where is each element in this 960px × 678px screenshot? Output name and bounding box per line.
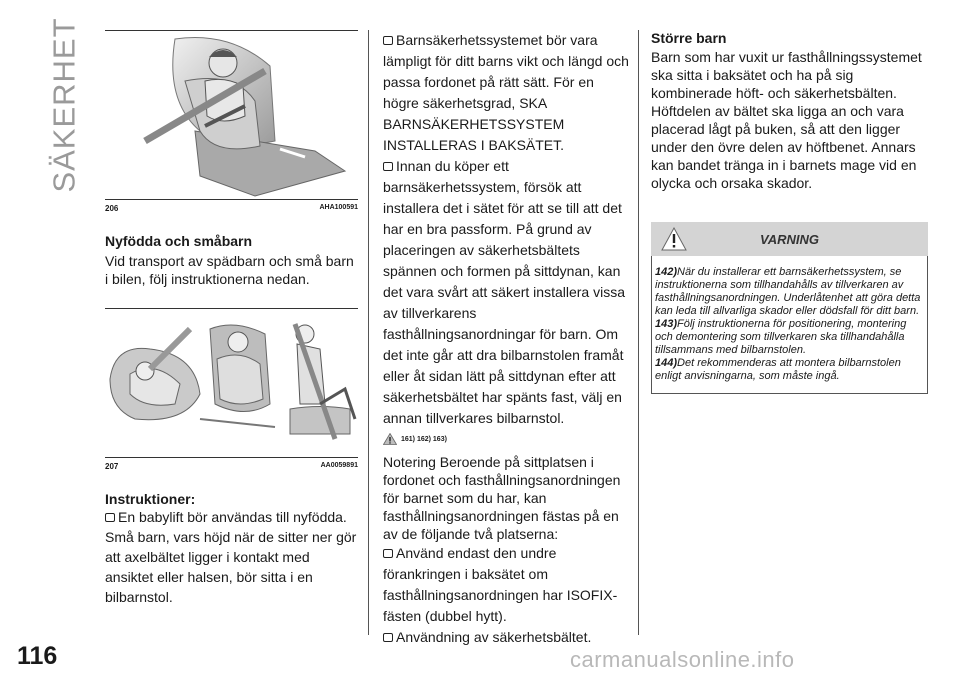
warning-title: VARNING <box>760 231 819 247</box>
child-seat-illustration <box>105 31 358 199</box>
column-1 <box>105 30 358 607</box>
warning-header <box>651 222 928 256</box>
paragraph-note: Notering Beroende på sittplatsen i fordonet och fasthållningsanordningen för barnet som du har, kan fasthållningsanordningen fästas på en av de följande två platserna: <box>383 454 621 542</box>
paragraph-before-buying: Innan du köper ett barnsäkerhetssystem, försök att installera det i sätet för att se till att det har en bra passform. På grund av placeringen av säkerhetsbältets spännen och formen på sittdynan, kan det vara svårt att säkert installera vissa av tillverkarens fasthållningsanordningar för barn. Om det inte går att dra bilbarnstolen framåt eller åt sidan lätt på sittdynan efter att säkerhetsbältet har spänts fast, välj en annan tillverkares bilbarnstol. <box>383 158 625 426</box>
warning-item: 144)Det rekommenderas att montera bilbarnstolen enligt anvisningarna, som måste ingå. <box>655 357 901 382</box>
column-3 <box>651 30 928 394</box>
warning-triangle-icon <box>383 433 397 445</box>
bullet-icon <box>105 513 115 522</box>
column-divider <box>368 30 369 635</box>
paragraph-fit: Barnsäkerhetssystemet bör vara lämpligt för ditt barns vikt och längd och passa fordonet på rätt sätt. För en högre säkerhetsgrad, SKA BARNSÄKERHETSSYSTEM INSTALLERAS I BAKSÄTET. <box>383 32 629 153</box>
paragraph-bigger-children: Barn som har vuxit ur fasthållningssystemet ska sitta i baksätet och ha på sig kombinerade höft- och säkerhetsbälten. Höftdelen av bältet ska ligga an och vara placerad lågt på buken, så att den ligger under den övre delen av höftbenet. Annars kan bandet tränga in i barnets mage vid en olycka och orsaka skador. <box>651 49 922 191</box>
warning-item: 143)Följ instruktionerna för positionering, montering och demontering som tillverkaren ska tillhandahålla tillsammans med bilbarnstolen. <box>655 318 907 356</box>
heading-instructions: Instruktioner: <box>105 491 196 507</box>
figure-206-caption <box>105 200 358 213</box>
figure-number: 206 <box>105 204 119 213</box>
warning-references: 161) 162) 163) <box>383 433 629 445</box>
figure-207 <box>105 309 358 457</box>
warning-item: 142)När du installerar ett barnsäkerhetssystem, se instruktionerna som tillhandahålls av tillverkaren av fasthållningsanordningen. Underlåtenhet att göra detta kan leda till allvarliga skador eller dödsfall för ditt barn. <box>655 266 921 317</box>
seat-stages-illustration <box>105 309 358 457</box>
section-title: SÄKERHET <box>47 17 83 193</box>
column-divider <box>638 30 639 635</box>
column-2 <box>383 30 629 648</box>
page-number: 116 <box>17 642 58 670</box>
bullet-icon <box>383 36 393 45</box>
instruction-item: En babylift bör användas till nyfödda. Små barn, vars höjd när de sitter ner gör att axelbältet ligger i kontakt med ansiktet eller halsen, bör sitta i en bilbarnstol. <box>105 509 357 605</box>
figure-number: 207 <box>105 462 119 471</box>
paragraph-newborn: Vid transport av spädbarn och små barn i bilen, följ instruktionerna nedan. <box>105 253 354 287</box>
warning-triangle-icon <box>661 227 687 251</box>
bullet-icon <box>383 633 393 642</box>
bullet-icon <box>383 162 393 171</box>
heading-newborn: Nyfödda och småbarn <box>105 233 253 249</box>
warning-box <box>651 222 928 394</box>
bullet-icon <box>383 549 393 558</box>
heading-bigger-children: Större barn <box>651 30 727 46</box>
figure-207-caption <box>105 458 358 471</box>
warning-body <box>651 256 928 394</box>
watermark: carmanualsonline.info <box>570 647 795 672</box>
list-item-seatbelt: Användning av säkerhetsbältet. <box>383 627 629 648</box>
figure-id: AA0059891 <box>320 462 358 469</box>
list-item-isofix: Använd endast den undre förankringen i baksätet om fasthållningsanordningen har ISOFIX-fästen (dubbel hytt). <box>383 545 618 624</box>
figure-id: AHA100591 <box>319 204 358 211</box>
figure-206 <box>105 31 358 199</box>
